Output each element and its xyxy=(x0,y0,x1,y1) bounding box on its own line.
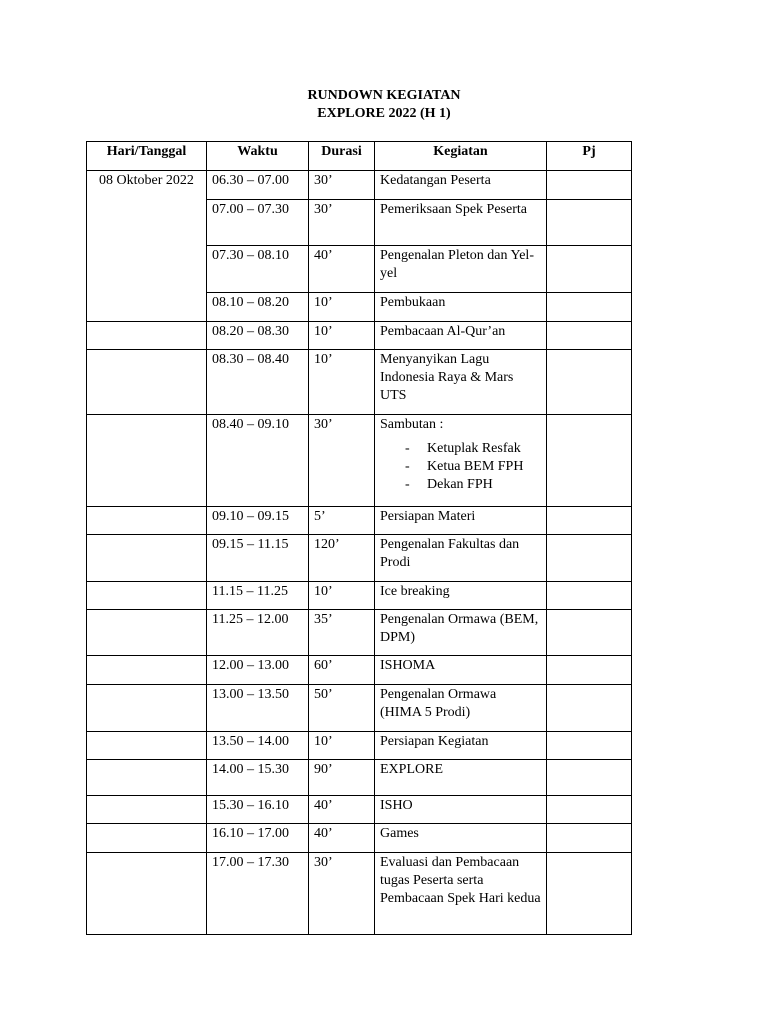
table-row xyxy=(87,200,632,246)
cell-waktu: 06.30 – 07.00 xyxy=(207,171,309,200)
cell-durasi: 35’ xyxy=(309,610,375,656)
cell-pj xyxy=(547,582,632,610)
cell-kegiatan: Pengenalan Fakultas dan Prodi xyxy=(375,535,547,582)
header-kegiatan: Kegiatan xyxy=(375,142,547,171)
cell-hari-empty xyxy=(87,685,207,732)
cell-kegiatan: ISHO xyxy=(375,796,547,824)
sambutan-list xyxy=(380,440,541,494)
cell-waktu: 16.10 – 17.00 xyxy=(207,824,309,853)
cell-waktu: 08.30 – 08.40 xyxy=(207,350,309,415)
cell-hari-empty xyxy=(87,824,207,853)
cell-hari-empty xyxy=(87,656,207,685)
cell-pj xyxy=(547,200,632,246)
cell-hari-empty xyxy=(87,322,207,350)
list-item: - Ketuplak Resfak xyxy=(405,441,521,456)
table-row xyxy=(87,415,632,507)
cell-waktu: 09.15 – 11.15 xyxy=(207,535,309,582)
cell-hari-empty xyxy=(87,415,207,507)
document-title xyxy=(0,87,768,123)
header-waktu: Waktu xyxy=(207,142,309,171)
list-item-text: Ketuplak Resfak xyxy=(427,441,521,456)
cell-durasi: 30’ xyxy=(309,200,375,246)
cell-kegiatan: Pengenalan Ormawa (BEM, DPM) xyxy=(375,610,547,656)
cell-hari-empty xyxy=(87,760,207,796)
cell-hari-empty xyxy=(87,732,207,760)
cell-pj xyxy=(547,685,632,732)
cell-kegiatan: Ice breaking xyxy=(375,582,547,610)
cell-waktu: 07.30 – 08.10 xyxy=(207,246,309,293)
cell-waktu: 17.00 – 17.30 xyxy=(207,853,309,935)
cell-kegiatan: EXPLORE xyxy=(375,760,547,796)
cell-hari-empty xyxy=(87,853,207,935)
cell-pj xyxy=(547,322,632,350)
cell-kegiatan: Pemeriksaan Spek Peserta xyxy=(375,200,547,246)
cell-waktu: 11.25 – 12.00 xyxy=(207,610,309,656)
table-row xyxy=(87,685,632,732)
cell-pj xyxy=(547,824,632,853)
cell-durasi: 10’ xyxy=(309,293,375,322)
cell-durasi: 40’ xyxy=(309,824,375,853)
cell-durasi: 120’ xyxy=(309,535,375,582)
cell-waktu: 08.10 – 08.20 xyxy=(207,293,309,322)
cell-durasi: 30’ xyxy=(309,171,375,200)
cell-kegiatan xyxy=(375,415,547,507)
cell-kegiatan: Kedatangan Peserta xyxy=(375,171,547,200)
table-row xyxy=(87,535,632,582)
cell-kegiatan: Evaluasi dan Pembacaan tugas Peserta serta Pembacaan Spek Hari kedua xyxy=(375,853,547,935)
table-row xyxy=(87,171,632,200)
cell-pj xyxy=(547,656,632,685)
table-row xyxy=(87,322,632,350)
cell-pj xyxy=(547,507,632,535)
title-line-2: EXPLORE 2022 (H 1) xyxy=(317,106,451,121)
list-item-text: Ketua BEM FPH xyxy=(427,459,524,474)
cell-waktu: 08.20 – 08.30 xyxy=(207,322,309,350)
rundown-table xyxy=(86,141,632,935)
cell-durasi: 5’ xyxy=(309,507,375,535)
cell-durasi: 10’ xyxy=(309,582,375,610)
cell-waktu: 14.00 – 15.30 xyxy=(207,760,309,796)
table-row xyxy=(87,246,632,293)
table-row xyxy=(87,732,632,760)
list-item-text: Dekan FPH xyxy=(427,477,493,492)
cell-waktu: 07.00 – 07.30 xyxy=(207,200,309,246)
cell-kegiatan: Persiapan Kegiatan xyxy=(375,732,547,760)
table-row xyxy=(87,656,632,685)
cell-durasi: 40’ xyxy=(309,796,375,824)
table-row xyxy=(87,582,632,610)
table-row xyxy=(87,293,632,322)
cell-pj xyxy=(547,535,632,582)
cell-hari-empty xyxy=(87,350,207,415)
cell-pj xyxy=(547,760,632,796)
cell-durasi: 30’ xyxy=(309,853,375,935)
cell-kegiatan: Pembacaan Al-Qur’an xyxy=(375,322,547,350)
cell-hari-empty xyxy=(87,246,207,293)
cell-pj xyxy=(547,171,632,200)
list-item: - Ketua BEM FPH xyxy=(405,459,524,474)
cell-waktu: 13.00 – 13.50 xyxy=(207,685,309,732)
cell-waktu: 08.40 – 09.10 xyxy=(207,415,309,507)
cell-kegiatan: Menyanyikan Lagu Indonesia Raya & Mars UTS xyxy=(375,350,547,415)
table-row xyxy=(87,507,632,535)
cell-pj xyxy=(547,853,632,935)
table-row xyxy=(87,824,632,853)
cell-waktu: 12.00 – 13.00 xyxy=(207,656,309,685)
header-hari: Hari/Tanggal xyxy=(87,142,207,171)
cell-hari-empty xyxy=(87,293,207,322)
cell-durasi: 30’ xyxy=(309,415,375,507)
cell-hari-empty xyxy=(87,796,207,824)
cell-hari-empty xyxy=(87,582,207,610)
table-row xyxy=(87,853,632,935)
cell-durasi: 50’ xyxy=(309,685,375,732)
cell-durasi: 10’ xyxy=(309,350,375,415)
cell-kegiatan: Pembukaan xyxy=(375,293,547,322)
cell-hari-empty xyxy=(87,507,207,535)
header-pj: Pj xyxy=(547,142,632,171)
sambutan-label: Sambutan : xyxy=(380,417,444,432)
title-line-1: RUNDOWN KEGIATAN xyxy=(307,88,461,103)
cell-pj xyxy=(547,415,632,507)
cell-durasi: 10’ xyxy=(309,322,375,350)
cell-kegiatan: Pengenalan Ormawa (HIMA 5 Prodi) xyxy=(375,685,547,732)
cell-pj xyxy=(547,350,632,415)
cell-hari-empty xyxy=(87,200,207,246)
cell-kegiatan: Games xyxy=(375,824,547,853)
cell-kegiatan: ISHOMA xyxy=(375,656,547,685)
table-row xyxy=(87,610,632,656)
cell-pj xyxy=(547,293,632,322)
cell-pj xyxy=(547,246,632,293)
list-item: - Dekan FPH xyxy=(405,477,493,492)
cell-kegiatan: Persiapan Materi xyxy=(375,507,547,535)
cell-durasi: 40’ xyxy=(309,246,375,293)
cell-pj xyxy=(547,732,632,760)
cell-waktu: 13.50 – 14.00 xyxy=(207,732,309,760)
cell-pj xyxy=(547,610,632,656)
cell-hari-empty xyxy=(87,610,207,656)
table-row xyxy=(87,760,632,796)
table-row xyxy=(87,796,632,824)
cell-pj xyxy=(547,796,632,824)
cell-durasi: 10’ xyxy=(309,732,375,760)
header-durasi: Durasi xyxy=(309,142,375,171)
cell-waktu: 09.10 – 09.15 xyxy=(207,507,309,535)
table-header-row xyxy=(87,142,632,171)
cell-hari-empty xyxy=(87,535,207,582)
cell-waktu: 15.30 – 16.10 xyxy=(207,796,309,824)
cell-durasi: 90’ xyxy=(309,760,375,796)
table-row xyxy=(87,350,632,415)
cell-hari: 08 Oktober 2022 xyxy=(87,171,207,200)
cell-durasi: 60’ xyxy=(309,656,375,685)
cell-waktu: 11.15 – 11.25 xyxy=(207,582,309,610)
cell-kegiatan: Pengenalan Pleton dan Yel-yel xyxy=(375,246,547,293)
